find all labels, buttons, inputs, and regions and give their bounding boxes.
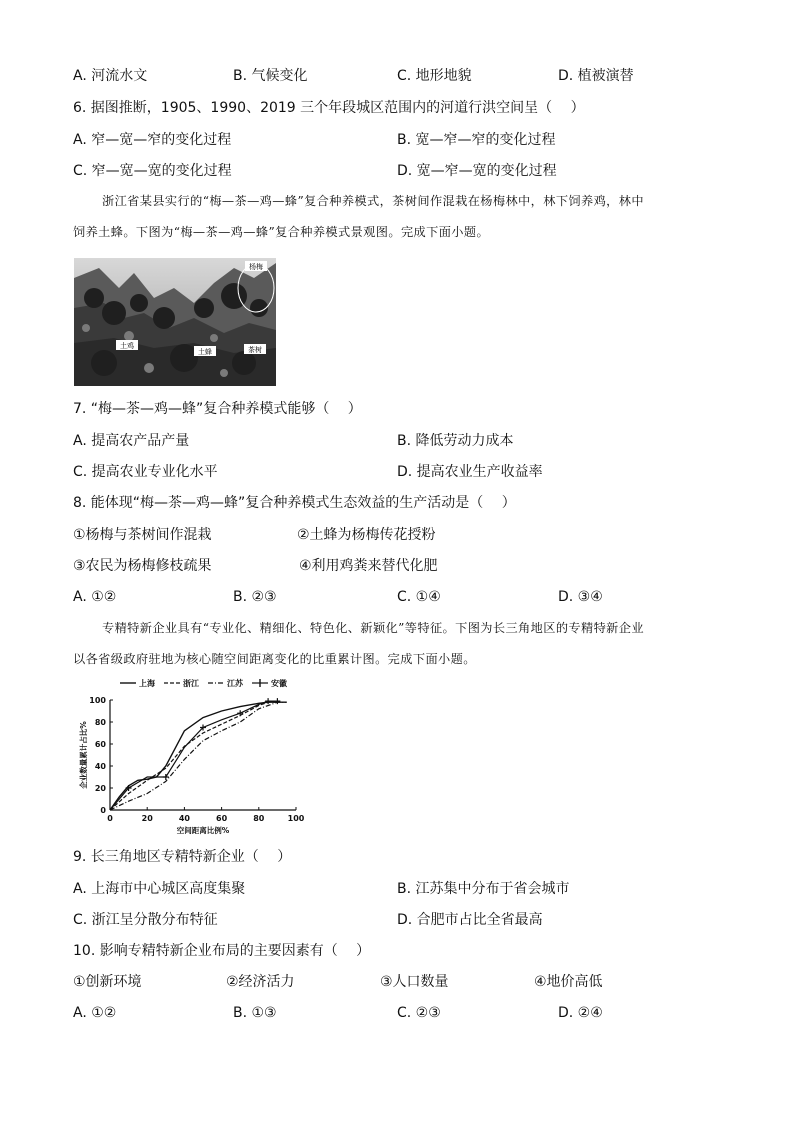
q7-stem: 7. “梅—茶—鸡—蜂”复合种养模式能够（ ） xyxy=(73,401,362,417)
series-line-3 xyxy=(110,701,277,810)
q9-stem: 9. 长三角地区专精特新企业（ ） xyxy=(73,849,292,865)
q8-item-2: ②土蜂为杨梅传花授粉 xyxy=(297,527,436,543)
x-tick-label-80: 80 xyxy=(253,814,265,823)
y-tick-label-20: 20 xyxy=(94,784,106,793)
q7-option-d: D. 提高农业生产收益率 xyxy=(397,464,543,480)
series-line-0 xyxy=(110,702,287,810)
x-tick-label-0: 0 xyxy=(107,814,113,823)
q7-option-c: C. 提高农业专业化水平 xyxy=(73,464,218,480)
y-axis-label: 企业数量累计占比% xyxy=(79,721,88,789)
x-tick-label-40: 40 xyxy=(178,814,190,823)
q6-option-a: A. 窄—宽—窄的变化过程 xyxy=(73,132,232,148)
y-tick-label-40: 40 xyxy=(94,762,106,771)
legend-label-0: 上海 xyxy=(139,679,155,688)
q8-option-d: D. ③④ xyxy=(558,589,603,605)
q10-stem: 10. 影响专精特新企业布局的主要因素有（ ） xyxy=(73,943,371,959)
q8-option-b: B. ②③ xyxy=(233,589,277,605)
y-tick-label-0: 0 xyxy=(100,806,106,815)
legend-label-3: 安徽 xyxy=(271,679,287,688)
y-tick-label-100: 100 xyxy=(89,696,106,705)
x-axis-label: 空间距离比例% xyxy=(176,826,230,835)
q6-option-d: D. 宽—窄—宽的变化过程 xyxy=(397,163,557,179)
y-tick-label-60: 60 xyxy=(94,740,106,749)
label-tuji: 土鸡 xyxy=(120,342,134,350)
q8-item-1: ①杨梅与茶树间作混栽 xyxy=(73,527,212,543)
x-tick-label-100: 100 xyxy=(287,814,305,823)
landscape-photo xyxy=(74,258,276,386)
q6-option-b: B. 宽—窄—窄的变化过程 xyxy=(397,132,556,148)
q8-option-a: A. ①② xyxy=(73,589,117,605)
series-marker-3-10 xyxy=(274,698,280,704)
x-tick-label-20: 20 xyxy=(141,814,153,823)
q9-option-b: B. 江苏集中分布于省会城市 xyxy=(397,881,570,897)
passage1-line2: 饲养土蜂。下图为“梅—茶—鸡—蜂”复合种养模式景观图。完成下面小题。 xyxy=(73,225,490,239)
series-line-1 xyxy=(110,702,277,810)
legend-label-2: 江苏 xyxy=(227,679,243,688)
q8-item-4: ④利用鸡粪来替代化肥 xyxy=(299,558,438,574)
q8-item-3: ③农民为杨梅修枝疏果 xyxy=(73,558,212,574)
q10-item-2: ②经济活力 xyxy=(226,974,295,990)
q9-option-c: C. 浙江呈分散分布特征 xyxy=(73,912,218,928)
series-marker-3-7 xyxy=(237,710,243,716)
q6-stem: 6. 据图推断，1905、1990、2019 三个年段城区范围内的河道行洪空间呈（ ） xyxy=(73,100,585,116)
q6-option-c: C. 窄—宽—宽的变化过程 xyxy=(73,163,232,179)
series-line-2 xyxy=(110,702,287,810)
q8-stem: 8. 能体现“梅—茶—鸡—蜂”复合种养模式生态效益的生产活动是（ ） xyxy=(73,495,516,511)
label-chashu: 茶树 xyxy=(248,346,262,354)
q10-item-3: ③人口数量 xyxy=(380,974,449,990)
q7-option-b: B. 降低劳动力成本 xyxy=(397,433,514,449)
series-marker-3-3 xyxy=(163,774,169,780)
x-tick-label-60: 60 xyxy=(216,814,228,823)
q5-option-a: A. 河流水文 xyxy=(73,68,148,84)
passage1-line1: 浙江省某县实行的“梅—茶—鸡—蜂”复合种养模式，茶树间作混栽在杨梅林中，林下饲养鸡，林中 xyxy=(102,194,644,208)
legend-label-1: 浙江 xyxy=(183,679,199,688)
passage2-line1: 专精特新企业具有“专业化、精细化、特色化、新颖化”等特征。下图为长三角地区的专精特新企业 xyxy=(102,621,644,635)
q10-option-a: A. ①② xyxy=(73,1005,117,1021)
q9-option-d: D. 合肥市占比全省最高 xyxy=(397,912,543,928)
y-tick-label-80: 80 xyxy=(94,718,106,727)
q10-option-b: B. ①③ xyxy=(233,1005,277,1021)
series-marker-3-9 xyxy=(265,698,271,704)
label-yangmei: 杨梅 xyxy=(249,263,263,271)
q5-option-d: D. 植被演替 xyxy=(558,68,634,84)
cumulative-share-chart xyxy=(74,676,314,840)
q9-option-a: A. 上海市中心城区高度集聚 xyxy=(73,881,246,897)
label-tufeng: 土蜂 xyxy=(198,348,212,356)
passage2-line2: 以各省级政府驻地为核心随空间距离变化的比重累计图。完成下面小题。 xyxy=(73,652,476,666)
q10-item-4: ④地价高低 xyxy=(534,974,603,990)
q5-option-b: B. 气候变化 xyxy=(233,68,308,84)
q10-option-c: C. ②③ xyxy=(397,1005,441,1021)
q8-option-c: C. ①④ xyxy=(397,589,441,605)
q10-option-d: D. ②④ xyxy=(558,1005,603,1021)
q5-option-c: C. 地形地貌 xyxy=(397,68,472,84)
q10-item-1: ①创新环境 xyxy=(73,974,142,990)
q7-option-a: A. 提高农产品产量 xyxy=(73,433,190,449)
